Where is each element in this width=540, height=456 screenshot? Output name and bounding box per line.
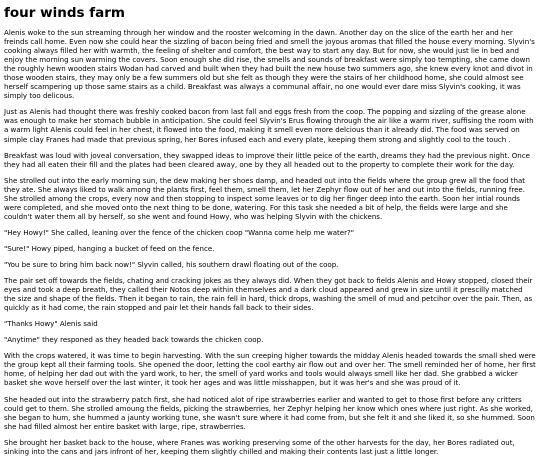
document-page bbox=[0, 5, 540, 456]
paragraph: She headed out into the strawberry patch first, she had noticed alot of ripe strawberries earlier and wanted to get to those first before any critters could get to them. She strolled amoung the fields, picking the strawberries, her Zephyr helping her know which ones where just right. As she worked, she began to hum, she hummed a jaunty working tune, she wasn't sure where it had come from, but she felt it and she liked it, so she hummed. Soon she had filled almost her entire basket with large, ripe, strawberries. bbox=[4, 394, 535, 431]
paragraph: The pair set off towards the fields, chating and cracking jokes as they always did. When they got back to fields Alenis and Howy stopped, closed their eyes and took a deep breath, they called their Notos deep within themselves and a dark cloud appeared and grew in size until it prescilly matched the size and shape of the fields. Then it began to rain, the rain fell in hard, thick drops, washing the smell of mud and petcihor over the pair. Then, as quickly as it had come, the rain stopped and pair let their hands fall back to their sides. bbox=[4, 276, 533, 313]
paragraph: Just as Alenis had thought there was freshly cooked bacon from last fall and eggs fresh from the coop. The popping and sizzling of the grease alone was enough to make her stomach bubble in anticipation. She could feel Slyvin's Erus flowing through the air like a warm river, suffising the room with a warm light Alenis could feel in her chest, it flowed into the food, making it smell even more delcious than it already did. The food was served on simple clay Franes had made that previous spring, her Bores infused each and every plate, keeping them strong and slightly cool to the touch . bbox=[4, 107, 534, 144]
paragraph: With the crops watered, it was time to begin harvesting. With the sun creeping higher towards the midday Alenis headed towards the small shed were the group kept all their farming tools. She opened the door, letting the cool earthy air flow out and over her. The smell reminded her of home, her first home, of helping her dad out with the yard work, to her, the smell of yard works and tools would always smell like her dad. She grabbed a wicker basket she wove herself over the last winter, it took her ages and was little misshappen, but it was her's and she was proud of it. bbox=[4, 351, 536, 388]
paragraph: She strolled out into the early morning sun, the dew making her shoes damp, and headed out into the fields where the group grew all the food that they ate. She always liked to walk among the plants first, feel them, smell them, let her Zephyr flow out of her and out into the fields, running free. She strolled among the crops, every now and then stopping to inspect some leaves or to dig her finger deep into the earth. Soon her intial rounds were completed, and she moved onto the next thing to be done, watering. For this task she needed a bit of help, the fields were large and she couldn't water them all by herself, so she went and found Howy, who was helping Slyvin with the chickens. bbox=[4, 175, 526, 221]
paragraph: She brought her basket back to the house, where Franes was working preserving some of the other harvests for the day, her Bores radiated out, sinking into the cans and jars infront of her, keeping them slightly chilled and making their contents last just a little longer. bbox=[4, 437, 515, 456]
document-title: four winds farm bbox=[4, 5, 125, 21]
paragraph: Alenis woke to the sun streaming through her window and the rooster welcoming in the dawn. Another day on the slice of the earth her and her freinds call home. Even now she could hear the sizzling of bacon being fried and smell the joyous aromas that filled the house every morning. Slyvin's cooking always filled her with warmth, the feeling of shelter and comfort, the best way to start any day. But for now, she would just lie in bed and enjoy the morning sun warming the covers. Soon enough she did rise, the smells and sounds of breakfast were simply too tempting, she came down the roughly hewn wooden stairs Wodan had carved and built when they had built the new house two summers ago, she knew every knot and divot in those wooden stairs, they may only be a few summers old but she felt as though they were the stairs of her childhood home, she could almost see herself scampering up those same stairs as a child. Breakfast was always a communal affair, no one would ever dare miss Slyvin's cooking, it was simply too delicous. bbox=[4, 28, 535, 101]
paragraph: "Hey Howy!" She called, leaning over the fence of the chicken coop "Wanna come help me water?" bbox=[4, 227, 355, 237]
paragraph: "Anytime" they responed as they headed back towards the chicken coop. bbox=[4, 335, 264, 345]
paragraph: "Sure!" Howy piped, hanging a bucket of feed on the fence. bbox=[4, 243, 215, 253]
paragraph: "Thanks Howy" Alenis said bbox=[4, 319, 98, 329]
paragraph: Breakfast was loud with joveal conversation, they swapped ideas to improve their little peice of the earth, dreams they had the previous night. Once they had all eaten their fill and the plates had been cleared away, one by they all headed out to the property to complete their work for the day. bbox=[4, 150, 530, 169]
paragraph: "You be sure to bring him back now!" Slyvin called, his southern drawl floating out of the coop. bbox=[4, 259, 339, 269]
